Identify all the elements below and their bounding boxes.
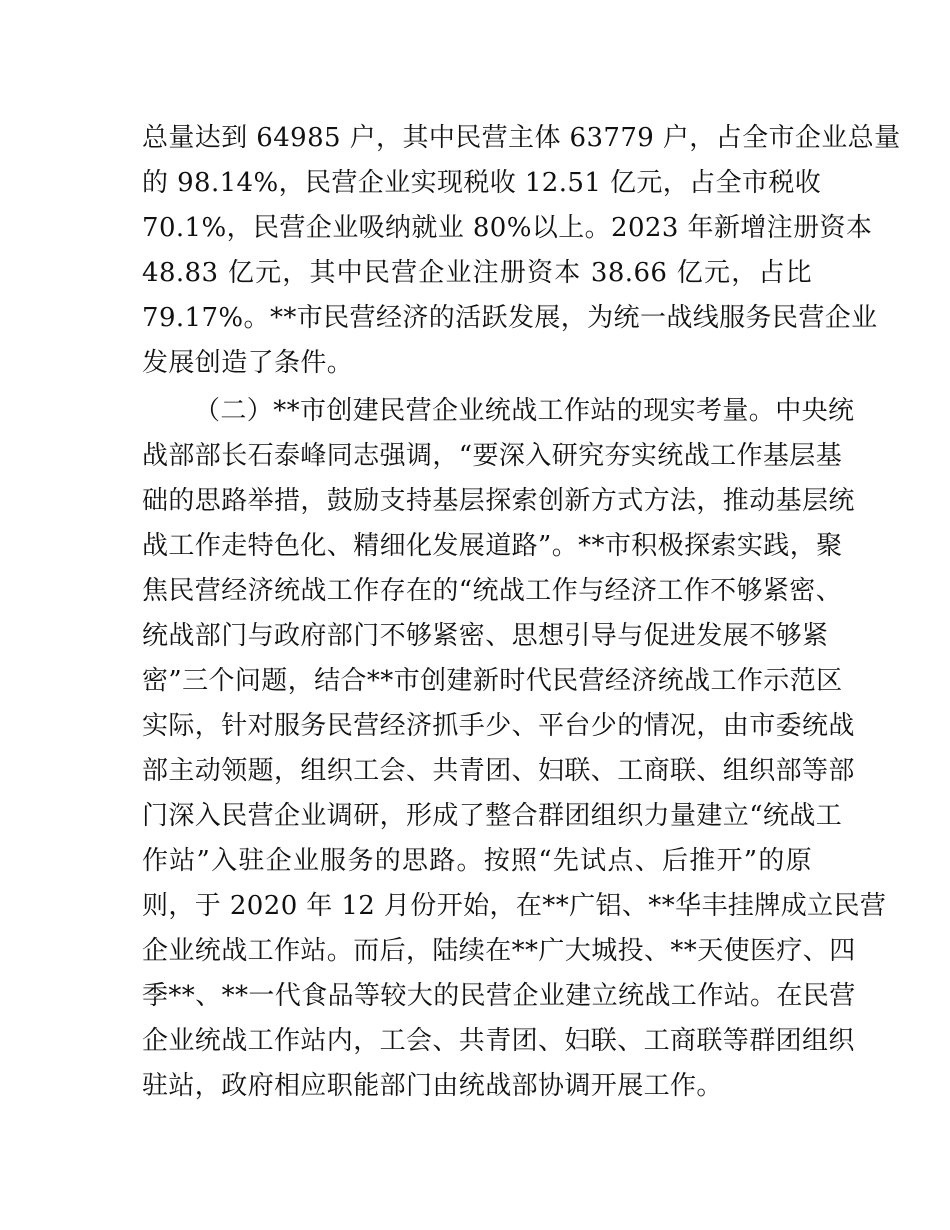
paragraph-line: 则，于 2020 年 12 月份开始，在**广铝、**华丰挂牌成立民营 <box>142 891 887 921</box>
paragraph-line: 发展创造了条件。 <box>142 348 354 378</box>
paragraph-line: 统战部门与政府部门不够紧密、思想引导与促进发展不够紧 <box>142 621 829 651</box>
paragraph-line: 驻站，政府相应职能部门由统战部协调开展工作。 <box>142 1071 723 1101</box>
paragraph-line: 作站”入驻企业服务的思路。按照“先试点、后推开”的原 <box>142 846 812 876</box>
paragraph-line: 密”三个问题，结合**市创建新时代民营经济统战工作示范区 <box>142 666 843 696</box>
paragraph-line-indented: （二）**市创建民营企业统战工作站的现实考量。中央统 <box>194 396 855 426</box>
paragraph-line: 70.1%，民营企业吸纳就业 80%以上。2023 年新增注册资本 <box>142 213 873 243</box>
paragraph-line: 实际，针对服务民营经济抓手少、平台少的情况，由市委统战 <box>142 711 855 741</box>
paragraph-line: 础的思路举措，鼓励支持基层探索创新方式方法，推动基层统 <box>142 486 855 516</box>
paragraph-line: 48.83 亿元，其中民营企业注册资本 38.66 亿元，占比 <box>142 258 812 288</box>
paragraph-line: 79.17%。**市民营经济的活跃发展，为统一战线服务民营企业 <box>142 303 878 333</box>
paragraph-line: 门深入民营企业调研，形成了整合群团组织力量建立“统战工 <box>142 801 843 831</box>
paragraph-line: 企业统战工作站内，工会、共青团、妇联、工商联等群团组织 <box>142 1026 855 1056</box>
paragraph-line: 企业统战工作站。而后，陆续在**广大城投、**天使医疗、四 <box>142 936 856 966</box>
paragraph-line: 战部部长石泰峰同志强调，“要深入研究夯实统战工作基层基 <box>142 441 843 471</box>
paragraph-line: 焦民营经济统战工作存在的“统战工作与经济工作不够紧密、 <box>142 576 843 606</box>
paragraph-line: 部主动领题，组织工会、共青团、妇联、工商联、组织部等部 <box>142 756 855 786</box>
paragraph-line: 战工作走特色化、精细化发展道路”。**市积极探索实践，聚 <box>142 531 843 561</box>
paragraph-line: 的 98.14%，民营企业实现税收 12.51 亿元，占全市税收 <box>142 168 822 198</box>
paragraph-line: 总量达到 64985 户，其中民营主体 63779 户，占全市企业总量 <box>142 123 901 153</box>
paragraph-line: 季**、**一代食品等较大的民营企业建立统战工作站。在民营 <box>142 981 856 1011</box>
